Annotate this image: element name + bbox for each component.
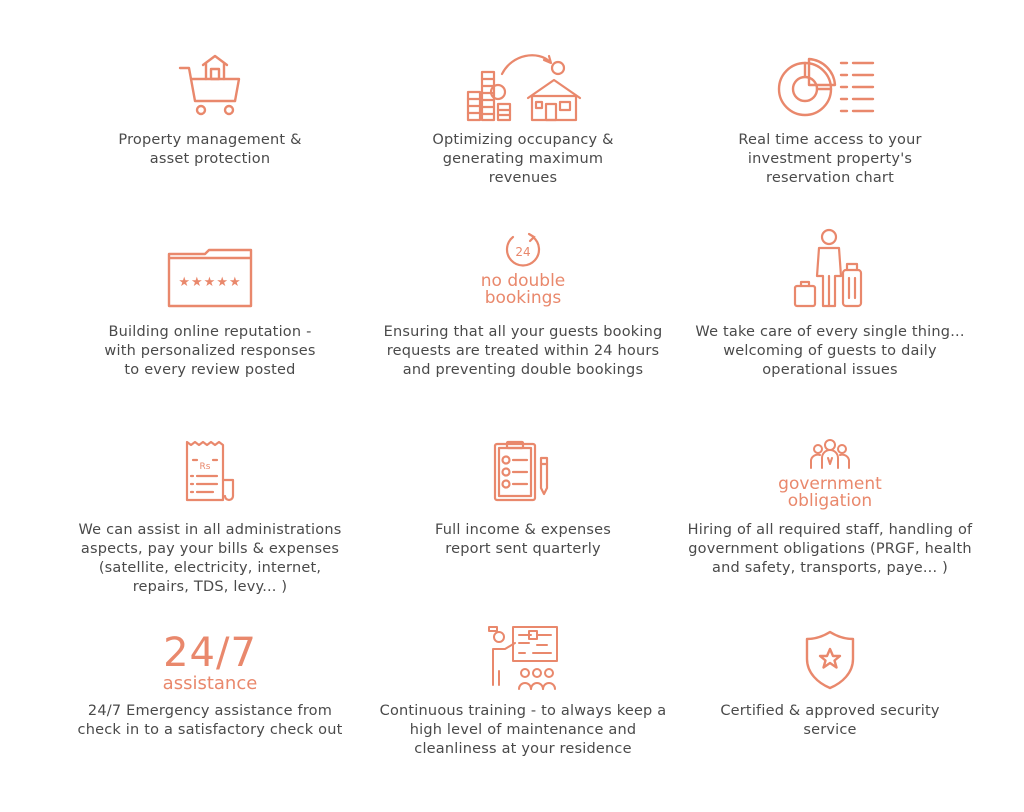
government-obligation-label: government obligation [778, 474, 882, 511]
feature-caption: Building online reputation - with personalized responses to every review posted [104, 324, 316, 378]
assistance-big-label: 24/7 [163, 630, 257, 676]
feature-caption: Real time access to your investment property's reservation chart [738, 132, 922, 186]
feature-caption: We take care of every single thing... welcoming of guests to daily operational issues [695, 324, 965, 378]
security-shield-icon [670, 628, 990, 692]
feature-caption: Ensuring that all your guests booking requests are treated within 24 hours and preventing double bookings [383, 324, 663, 378]
feature-caption: Hiring of all required staff, handling of government obligations (PRGF, health and safety, transports, paye... ) [687, 522, 973, 576]
coins-house-icon [363, 48, 683, 124]
svg-text:★★★★★: ★★★★★ [178, 275, 242, 290]
assistance-sub-label: assistance [162, 673, 258, 694]
clock-24-icon [363, 229, 683, 309]
feature-caption: We can assist in all administrations aspects, pay your bills & expenses (satellite, electricity, internet, repairs, TDS, levy... ) [78, 522, 342, 595]
feature-caption: Continuous training - to always keep a high level of maintenance and cleanliness at your residence [379, 703, 667, 757]
feature-caption: 24/7 Emergency assistance from check in to a satisfactory check out [77, 703, 343, 738]
training-presentation-icon [363, 622, 683, 694]
feature-caption: Full income & expenses report sent quarterly [434, 522, 612, 557]
pie-chart-icon [670, 52, 990, 124]
assistance-text-icon [50, 632, 370, 694]
feature-caption: Optimizing occupancy & generating maximum revenues [432, 132, 614, 186]
feature-caption: Certified & approved security service [720, 703, 940, 738]
receipt-currency-label: Rs [199, 462, 211, 472]
receipt-icon [50, 440, 370, 504]
feature-caption: Property management & asset protection [118, 132, 302, 167]
traveler-luggage-icon [670, 228, 990, 310]
staff-group-icon [670, 437, 990, 511]
svg-text:24: 24 [515, 245, 531, 259]
rating-folder-icon [50, 246, 370, 310]
no-double-bookings-label: no double bookings [480, 271, 566, 308]
clipboard-checklist-icon [363, 440, 683, 504]
cart-house-icon [50, 52, 370, 124]
